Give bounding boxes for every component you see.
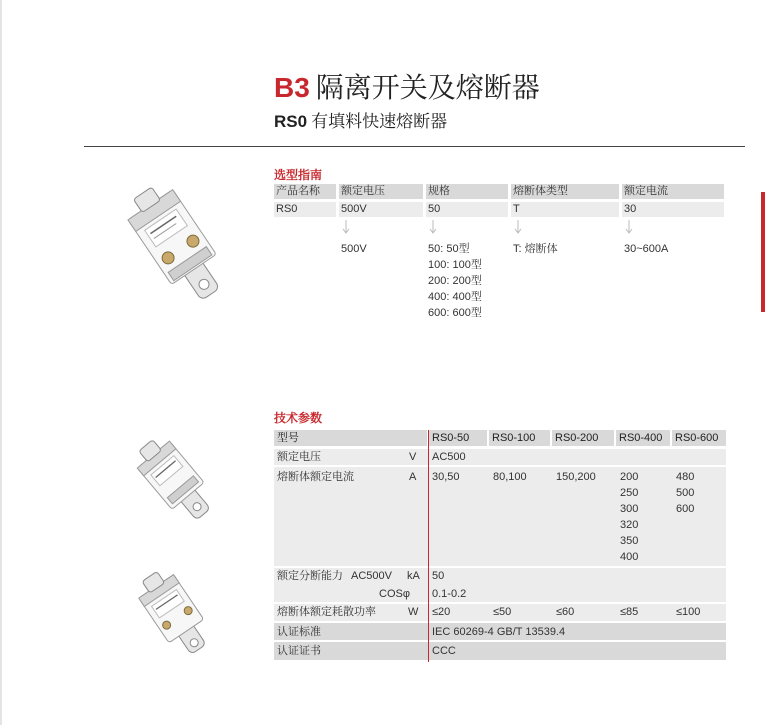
spec-value-current: 600 [676, 503, 695, 515]
spec-value-dissipation: ≤60 [556, 606, 575, 618]
spec-value-current: 200 [620, 471, 639, 483]
chapter-tab-marker [761, 192, 765, 312]
down-arrow-icon [342, 220, 350, 236]
spec-model-rs0-600: RS0-600 [675, 432, 719, 444]
spec-value-current: 320 [620, 519, 639, 531]
fuse-illustration-1 [122, 178, 234, 310]
sel-value-product: RS0 [274, 202, 336, 217]
sel-option: 400: 400型 [428, 291, 482, 303]
spec-value-current: 300 [620, 503, 639, 515]
spec-unit: kA [407, 570, 420, 582]
sel-value-type: T [511, 202, 619, 217]
section-code: B3 [274, 72, 310, 103]
sel-option: T: 熔断体 [513, 243, 558, 255]
section-title: 隔离开关及熔断器 [315, 72, 540, 103]
sel-header-current: 额定电流 [622, 184, 724, 199]
spec-label-certificate: 认证证书 [277, 645, 321, 657]
fuse-illustration-3 [126, 568, 226, 660]
sel-header-voltage: 额定电压 [339, 184, 423, 199]
sel-value-current: 30 [622, 202, 724, 217]
sel-option: 500V [341, 243, 367, 255]
down-arrow-icon [514, 220, 522, 236]
spec-value-certificate: CCC [432, 645, 456, 657]
spec-value-current: 350 [620, 535, 639, 547]
page-title [274, 66, 540, 106]
sel-option: 30~600A [624, 243, 669, 255]
spec-label-power-dissipation: 熔断体额定耗散功率 [277, 606, 376, 618]
spec-value-current: 480 [676, 471, 695, 483]
sel-value-voltage: 500V [339, 202, 423, 217]
spec-model-rs0-400: RS0-400 [619, 432, 663, 444]
spec-value-dissipation: ≤100 [676, 606, 701, 618]
spec-sublabel: AC500V [351, 570, 392, 582]
spec-value-breaking-capacity: 50 [432, 570, 445, 582]
spec-unit: V [409, 451, 417, 463]
sel-value-spec: 50 [426, 202, 508, 217]
sel-option: 600: 600型 [428, 307, 482, 319]
fuse-illustration-2 [126, 432, 226, 528]
spec-divider-line [428, 430, 429, 662]
spec-value-current: 400 [620, 551, 639, 563]
sel-header-type: 熔断体类型 [511, 184, 619, 199]
spec-row-bg [274, 642, 726, 660]
sel-header-product: 产品名称 [274, 184, 336, 199]
spec-value-dissipation: ≤85 [620, 606, 639, 618]
down-arrow-icon [625, 220, 633, 236]
tech-params-title: 技术参数 [274, 411, 323, 425]
spec-value-dissipation: ≤20 [432, 606, 451, 618]
spec-label-standard: 认证标准 [277, 626, 321, 638]
product-title: 有填料快速熔断器 [311, 112, 448, 131]
spec-unit: A [409, 471, 417, 483]
sel-header-spec: 规格 [426, 184, 508, 199]
down-arrow-icon [429, 220, 437, 236]
title-divider [84, 146, 745, 147]
spec-sublabel: COSφ [379, 588, 410, 600]
spec-value-current: 80,100 [493, 471, 527, 483]
sel-option: 50: 50型 [428, 243, 470, 255]
spec-value-rated-voltage: AC500 [432, 451, 466, 463]
spec-label-rated-current: 熔断体额定电流 [277, 471, 354, 483]
spec-model-rs0-100: RS0-100 [492, 432, 536, 444]
spec-model-rs0-200: RS0-200 [555, 432, 599, 444]
spec-value-current: 250 [620, 487, 639, 499]
spec-value-dissipation: ≤50 [493, 606, 512, 618]
sel-option: 100: 100型 [428, 259, 482, 271]
spec-label-breaking-capacity: 额定分断能力 [277, 570, 343, 582]
spec-header-label: 型号 [277, 432, 299, 444]
page-edge [0, 0, 2, 725]
spec-value-power-factor: 0.1-0.2 [432, 588, 467, 600]
spec-unit: W [408, 606, 419, 618]
spec-label-rated-voltage: 额定电压 [277, 451, 321, 463]
spec-value-current: 150,200 [556, 471, 596, 483]
spec-model-rs0-50: RS0-50 [432, 432, 470, 444]
spec-value-standard: IEC 60269-4 GB/T 13539.4 [432, 626, 566, 638]
spec-value-current: 30,50 [432, 471, 460, 483]
page-subtitle [274, 107, 447, 132]
sel-option: 200: 200型 [428, 275, 482, 287]
selection-guide-title: 选型指南 [274, 168, 323, 182]
product-code: RS0 [274, 112, 308, 131]
spec-row-bg [274, 449, 726, 465]
spec-value-current: 500 [676, 487, 695, 499]
